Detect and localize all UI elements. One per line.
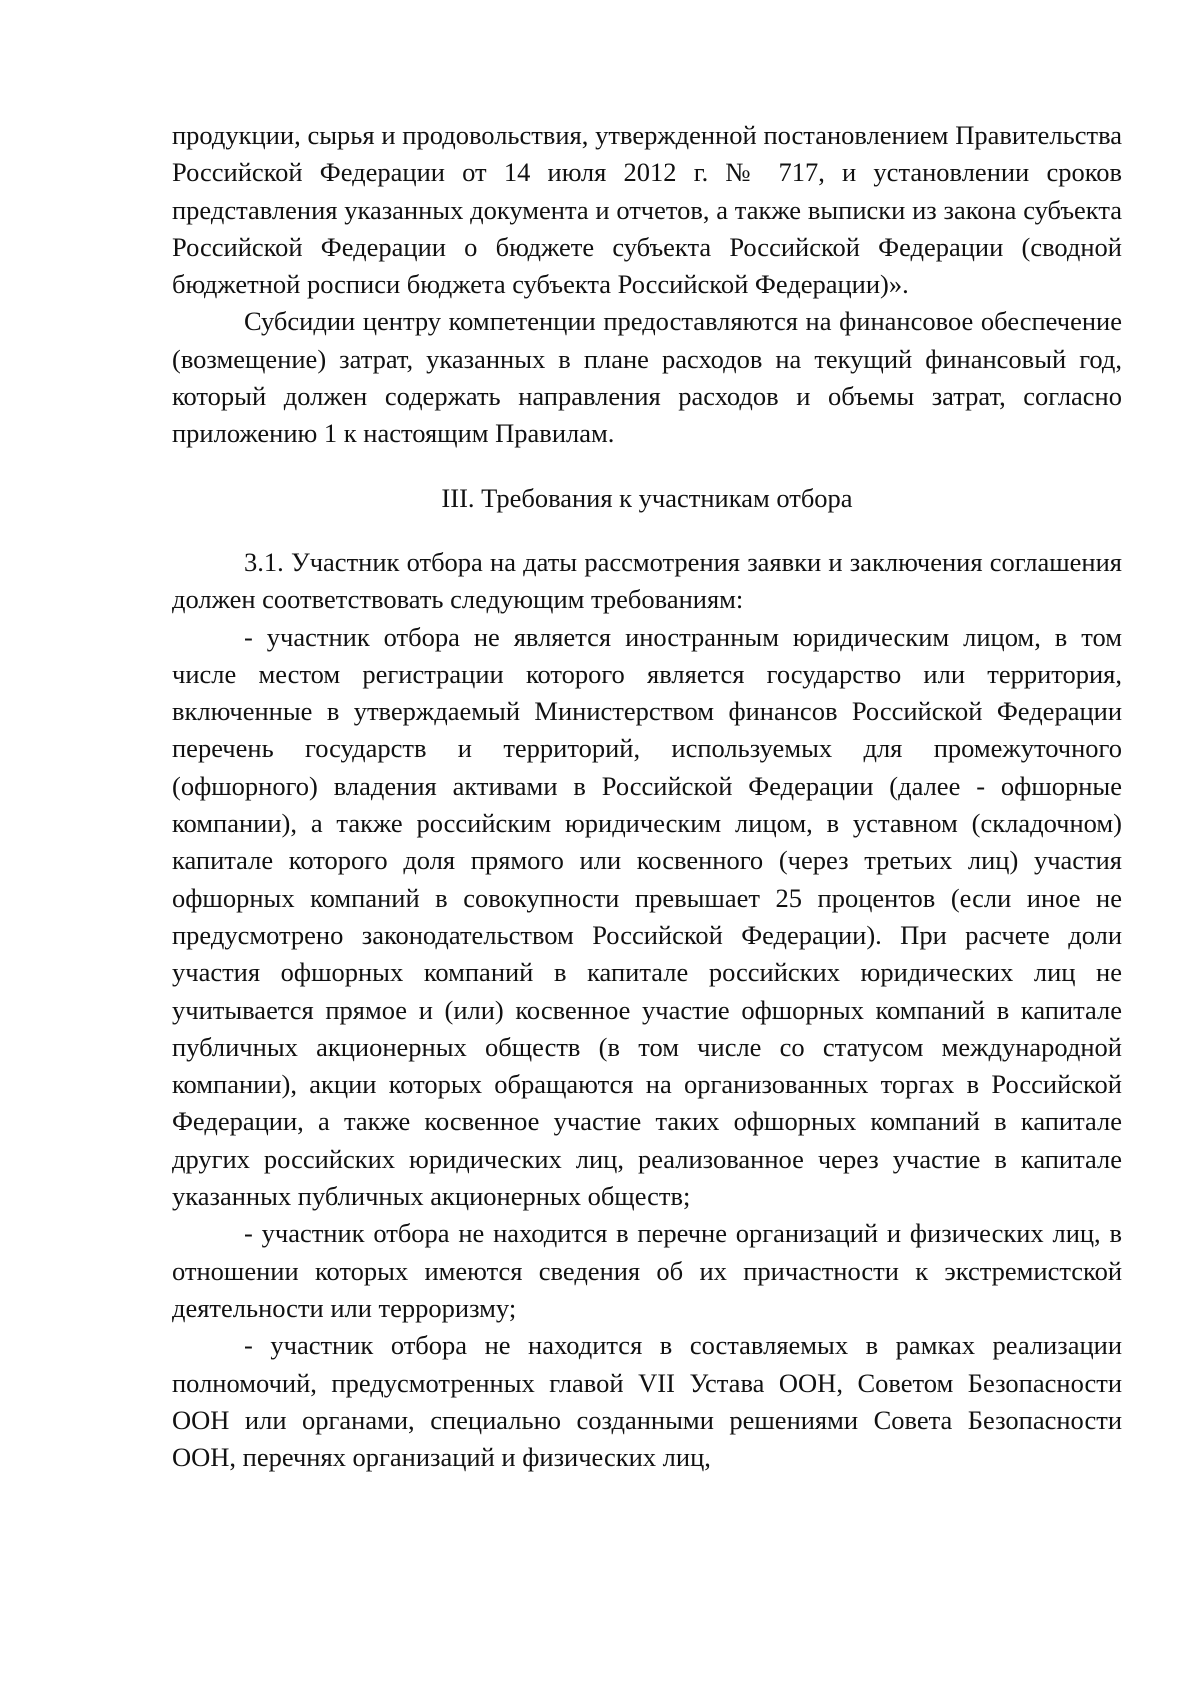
section-heading: III. Требования к участникам отбора bbox=[441, 482, 853, 513]
requirement-offshore: - участник отбора не является иностранным юридическим лицом, в том числе местом регистрации которого является государство или территория, включенные в утверждаемый Министерством финансов Российской Федерации перечень государств и территорий, используемых для промежуточного (офшорного) владения активами в Российской Федерации (далее - офшорные компании), а также российским юридическим лицом, в уставном (складочном) капитале которого доля прямого или косвенного (через третьих лиц) участия офшорных компаний в совокупности превышает 25 процентов (если иное не предусмотрено законодательством Российской Федерации). При расчете доли участия офшорных компаний в капитале российских юридических лиц не учитывается прямое и (или) косвенное участие офшорных компаний в капитале публичных акционерных обществ (в том числе со статусом международной компании), акции которых обращаются на организованных торгах в Российской Федерации, а также косвенное участие таких офшорных компаний в капитале других российских юридических лиц, реализованное через участие в капитале указанных публичных акционерных обществ; bbox=[172, 621, 1122, 1212]
clause-3-1: 3.1. Участник отбора на даты рассмотрения заявки и заключения соглашения должен соответствовать следующим требованиям: bbox=[172, 546, 1122, 615]
requirement-extremism: - участник отбора не находится в перечне организаций и физических лиц, в отношении которых имеются сведения об их причастности к экстремистской деятельности или терроризму; bbox=[172, 1218, 1122, 1323]
requirement-un: - участник отбора не находится в составляемых в рамках реализации полномочий, предусмотренных главой VII Устава ООН, Советом Безопасности ООН или органами, специально созданными решениями Совета Безопасности ООН, перечнях организаций и физических лиц, bbox=[172, 1330, 1122, 1473]
continued-paragraph: продукции, сырья и продовольствия, утвержденной постановлением Правительства Российской Федерации от 14 июля 2012 г. № 717, и установлении сроков представления указанных документа и отчетов, а также выписки из закона субъекта Российской Федерации о бюджете субъекта Российской Федерации (сводной бюджетной росписи бюджета субъекта Российской Федерации)». bbox=[172, 120, 1122, 300]
subsidy-paragraph: Субсидии центру компетенции предоставляются на финансовое обеспечение (возмещение) затрат, указанных в плане расходов на текущий финансовый год, который должен содержать направления расходов и объемы затрат, согласно приложению 1 к настоящим Правилам. bbox=[172, 306, 1122, 449]
document-body bbox=[172, 117, 1122, 1476]
